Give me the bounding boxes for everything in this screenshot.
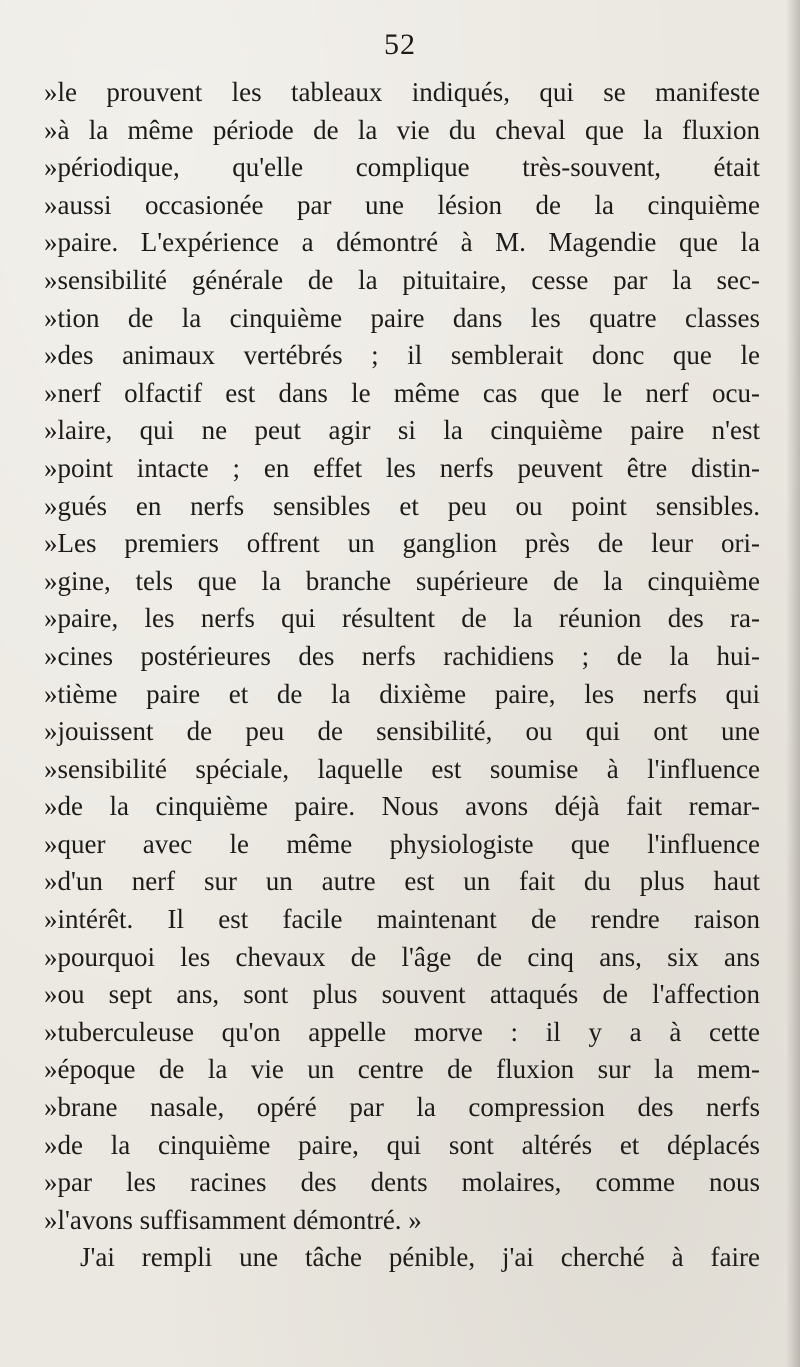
text-line: »cines postérieures des nerfs rachidiens ; de la hui- <box>44 640 760 671</box>
text-line: »sensibilité spéciale, laquelle est soumise à l'influence <box>44 753 760 784</box>
text-line: »l'avons suffisamment démontré. » <box>44 1204 422 1235</box>
text-line: »quer avec le même physiologiste que l'influence <box>44 828 760 859</box>
text-line: »paire. L'expérience a démontré à M. Magendie que la <box>44 227 760 258</box>
text-line: »nerf olfactif est dans le même cas que le nerf ocu- <box>44 377 760 408</box>
text-line: »par les racines des dents molaires, comme nous <box>44 1167 760 1198</box>
text-line: »à la même période de la vie du cheval que la fluxion <box>44 114 760 145</box>
text-line: »tième paire et de la dixième paire, les nerfs qui <box>44 678 760 709</box>
text-line: »tion de la cinquième paire dans les quatre classes <box>44 302 760 333</box>
text-line: »de la cinquième paire. Nous avons déjà fait remar- <box>44 791 760 822</box>
page-number: 52 <box>384 28 416 61</box>
text-line: »des animaux vertébrés ; il semblerait donc que le <box>44 340 760 371</box>
text-line: »de la cinquième paire, qui sont altérés et déplacés <box>44 1129 760 1160</box>
text-line: »époque de la vie un centre de fluxion sur la mem- <box>44 1054 760 1085</box>
text-line: »ou sept ans, sont plus souvent attaqués de l'affection <box>44 979 760 1010</box>
text-line: »gine, tels que la branche supérieure de la cinquième <box>44 565 760 596</box>
text-line: »périodique, qu'elle complique très-souvent, était <box>44 152 760 183</box>
text-line: »laire, qui ne peut agir si la cinquième paire n'est <box>44 415 760 446</box>
text-line: »point intacte ; en effet les nerfs peuvent être distin- <box>44 452 760 483</box>
text-line: J'ai rempli une tâche pénible, j'ai cherché à faire <box>80 1242 760 1273</box>
text-line: »pourquoi les chevaux de l'âge de cinq ans, six ans <box>44 941 760 972</box>
text-line: »intérêt. Il est facile maintenant de rendre raison <box>44 904 760 935</box>
body-text <box>44 74 760 1277</box>
text-line: »brane nasale, opéré par la compression des nerfs <box>44 1092 760 1123</box>
text-line: »d'un nerf sur un autre est un fait du plus haut <box>44 866 760 897</box>
text-line: »tuberculeuse qu'on appelle morve : il y a à cette <box>44 1016 760 1047</box>
text-line: »Les premiers offrent un ganglion près de leur ori- <box>44 528 760 559</box>
text-line: »paire, les nerfs qui résultent de la réunion des ra- <box>44 603 760 634</box>
text-line: »sensibilité générale de la pituitaire, cesse par la sec- <box>44 264 760 295</box>
text-line: »jouissent de peu de sensibilité, ou qui ont une <box>44 716 760 747</box>
text-line: »gués en nerfs sensibles et peu ou point sensibles. <box>44 490 760 521</box>
page-edge-shadow <box>786 0 800 1367</box>
text-line: »aussi occasionée par une lésion de la cinquième <box>44 189 760 220</box>
text-line: »le prouvent les tableaux indiqués, qui se manifeste <box>44 77 760 107</box>
